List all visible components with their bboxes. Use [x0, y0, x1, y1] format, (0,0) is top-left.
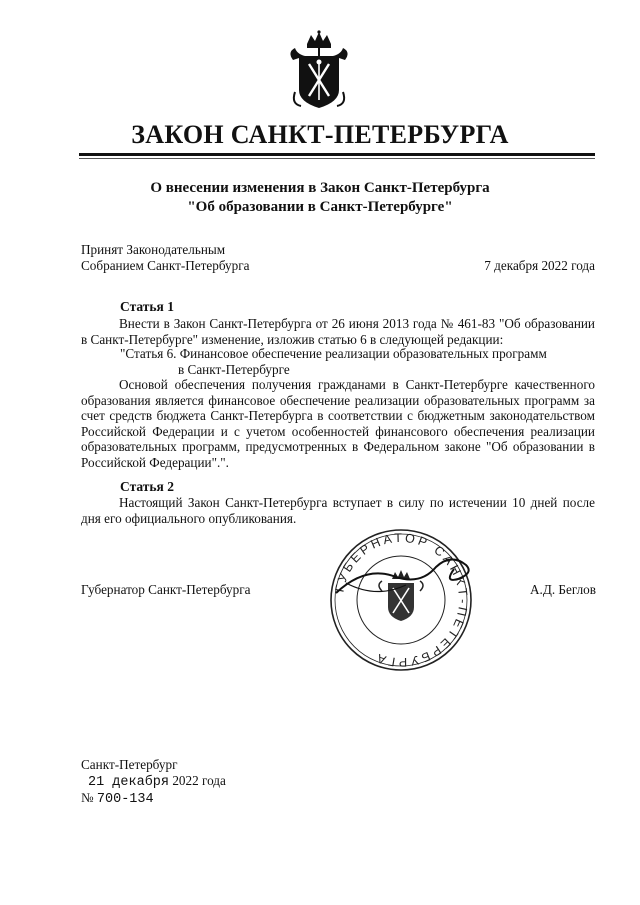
signing-year: 2022 года	[172, 773, 226, 788]
governor-seal-stamp	[326, 525, 476, 675]
signing-day-stamp: 21 декабря	[88, 775, 170, 790]
law-number-value: 700-134	[96, 792, 154, 807]
svg-text:ГУБЕРНАТОР САНКТ-ПЕТЕРБУРГА: ГУБЕРНАТОР САНКТ-ПЕТЕРБУРГА	[332, 530, 471, 670]
adopted-by	[81, 242, 250, 273]
law-number-prefix: №	[81, 790, 94, 805]
article-1-intro-text: Внести в Закон Санкт-Петербурга от 26 июня 2013 года № 461-83 "Об образовании в Санкт-Петербурге" изменение, изложив статью 6 в следующей редакции:	[81, 316, 595, 347]
coat-of-arms-emblem	[283, 30, 355, 112]
article-1-intro	[81, 316, 595, 347]
article-6-body-text: Основой обеспечения получения гражданами в Санкт-Петербурге качественного образования является финансовое обеспечение реализации образовательных программ за счет средств бюджета Санкт-Петербурга в соответствии с бюджетным законодательством Российской Федерации и с учетом особенностей финансового обеспечения реализации образовательных программ, предусмотренных в Федеральном законе "Об образовании в Российской Федерации".".	[81, 377, 595, 470]
governor-name: А.Д. Беглов	[530, 582, 596, 597]
adopted-line-1: Принят Законодательным	[81, 242, 226, 257]
title-rule-thin	[79, 158, 595, 159]
article-6-title-line-1: "Статья 6. Финансовое обеспечение реализации образовательных программ	[120, 346, 547, 361]
document-title: ЗАКОН САНКТ-ПЕТЕРБУРГА	[131, 120, 509, 149]
subtitle-line-1: О внесении изменения в Закон Санкт-Петербурга	[150, 180, 490, 196]
article-2-body-text: Настоящий Закон Санкт-Петербурга вступает в силу по истечении 10 дней после дня его официального опубликования.	[81, 495, 595, 526]
law-subtitle	[0, 179, 640, 217]
subtitle-line-2: "Об образовании в Санкт-Петербурге"	[187, 199, 453, 215]
law-number	[81, 790, 154, 808]
article-2-heading: Статья 2	[120, 479, 174, 494]
article-6-body	[81, 377, 595, 471]
article-2-body	[81, 495, 595, 526]
adopted-line-2: Собранием Санкт-Петербурга	[81, 257, 250, 273]
title-rule-thick	[79, 153, 595, 156]
adopted-date: 7 декабря 2022 года	[484, 258, 595, 273]
governor-position: Губернатор Санкт-Петербурга	[81, 582, 251, 597]
article-1-heading: Статья 1	[120, 299, 174, 314]
article-6-title-line-2: в Санкт-Петербурге	[178, 362, 290, 377]
signing-place: Санкт-Петербург	[81, 757, 178, 772]
signing-date	[88, 773, 226, 791]
